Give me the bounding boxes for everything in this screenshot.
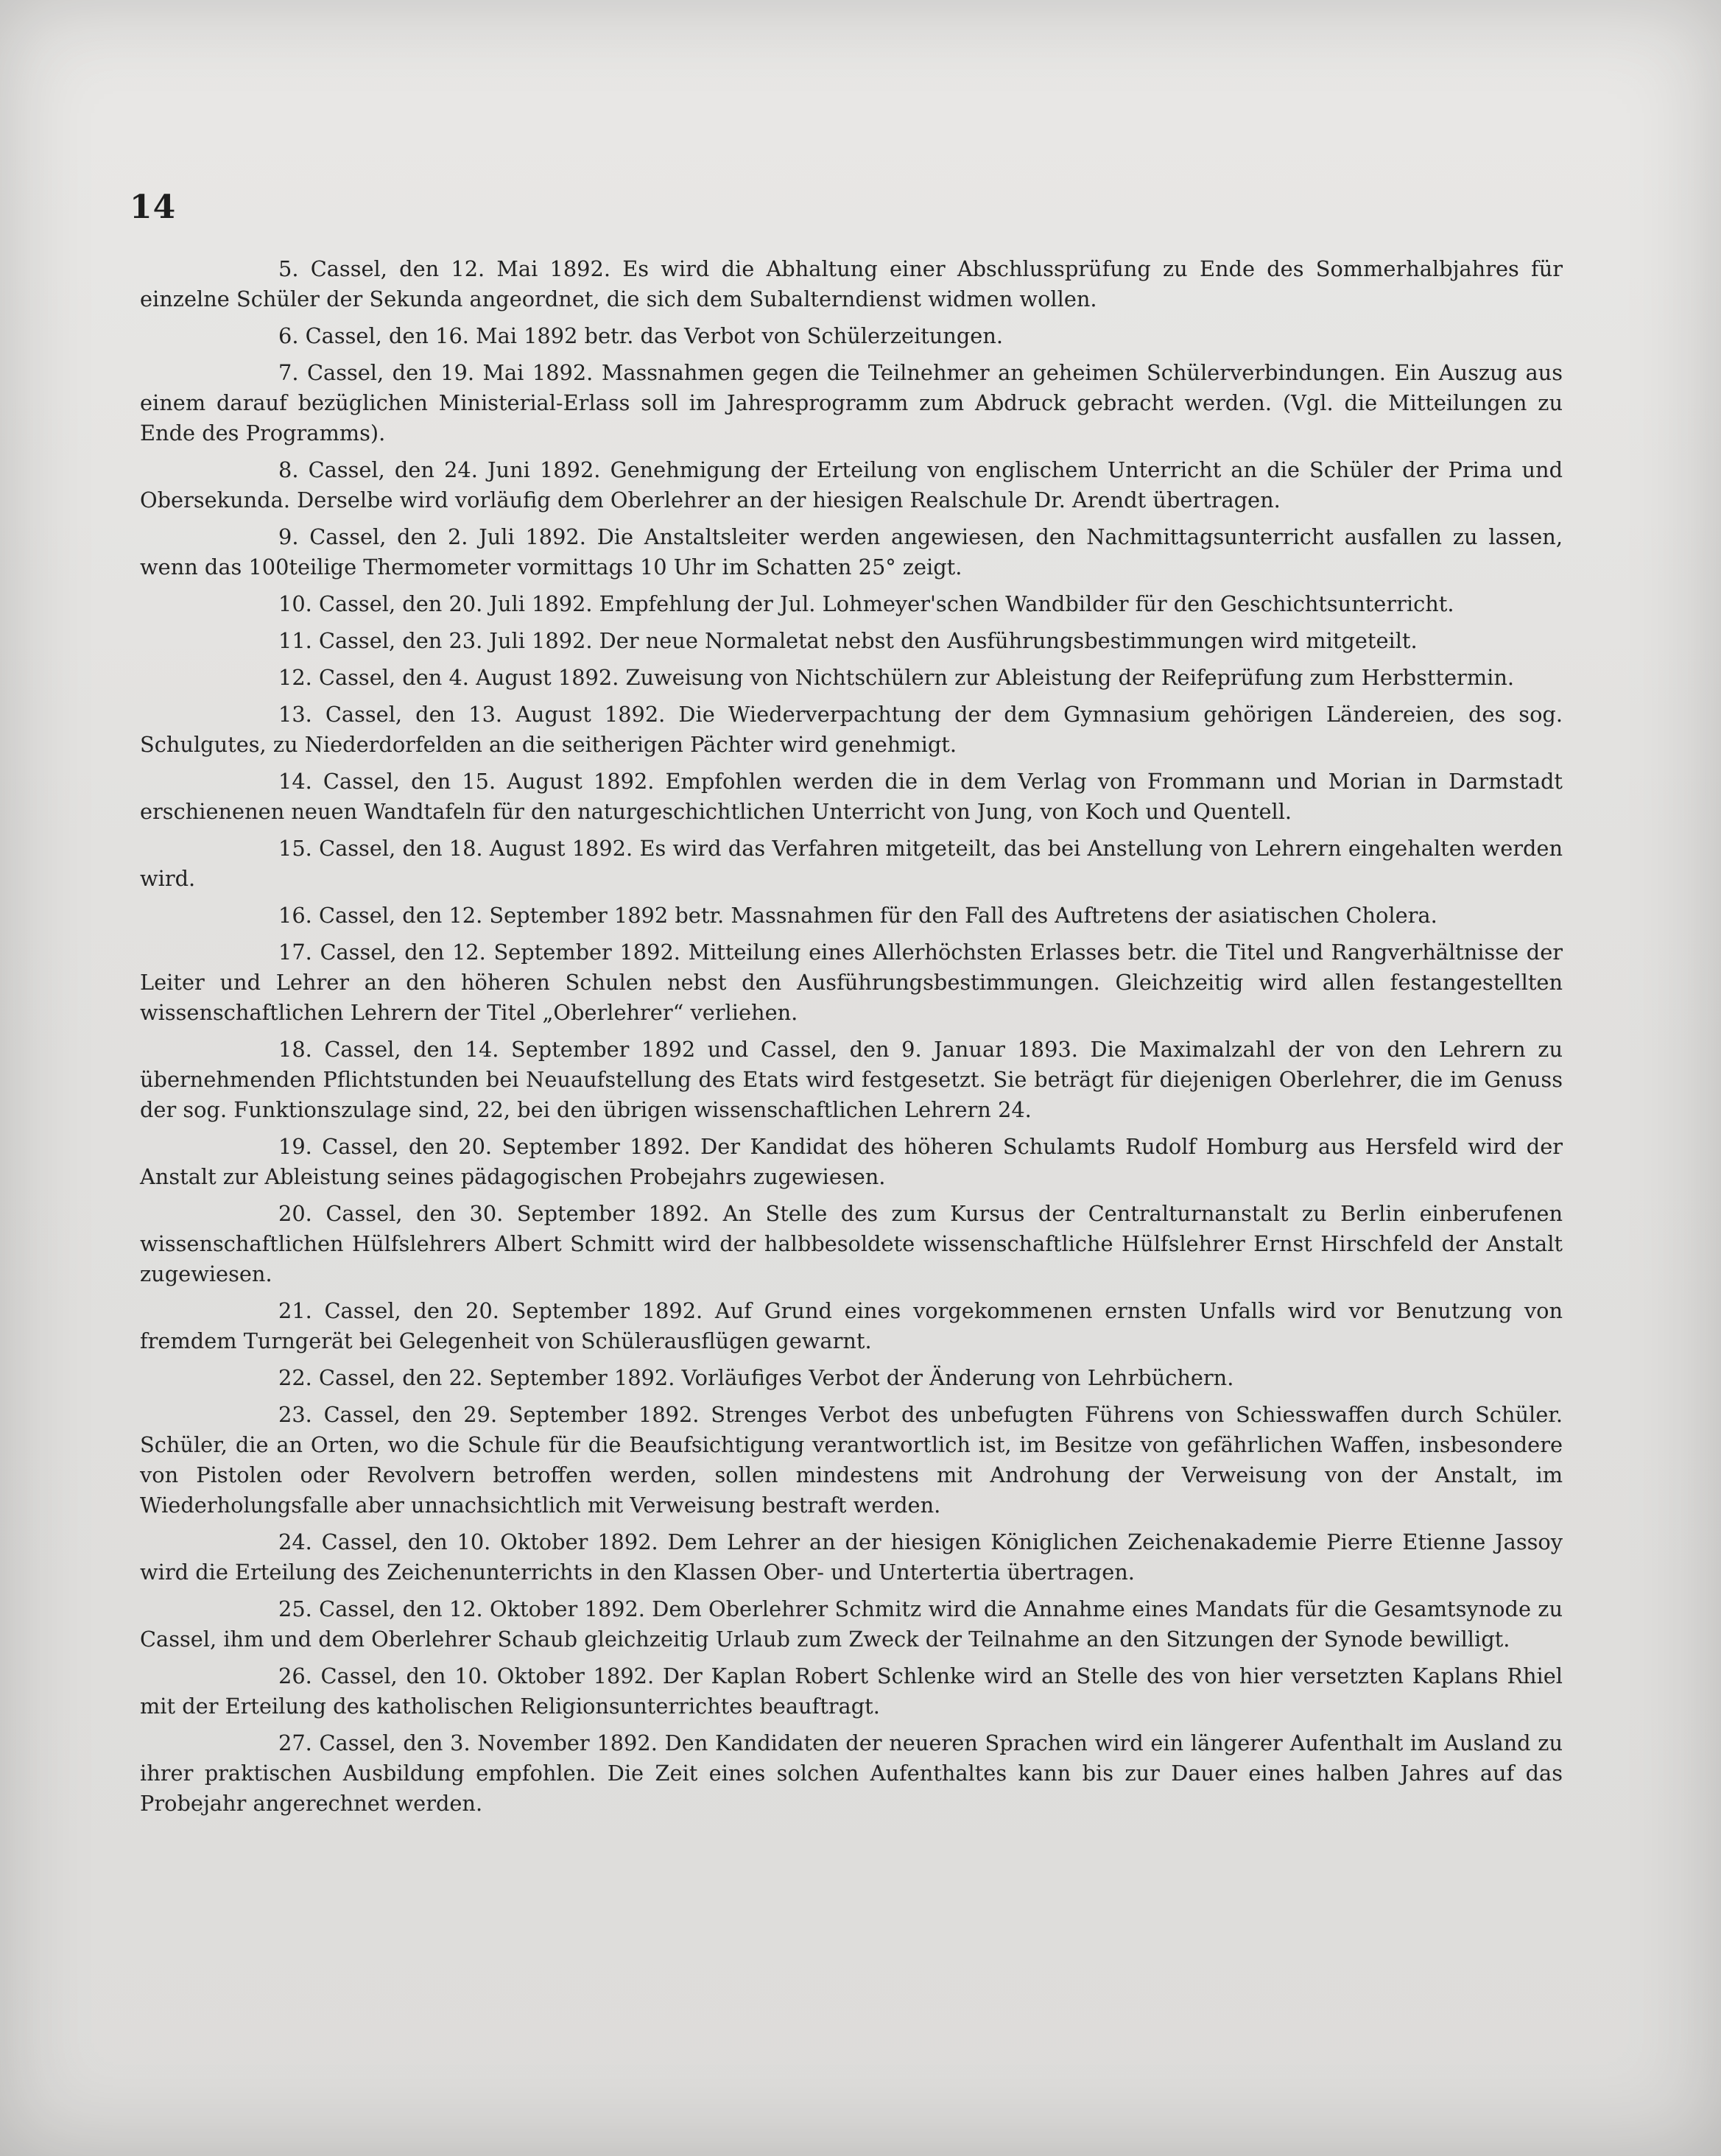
entry-number: 23. [278, 1402, 312, 1427]
decree-entry [140, 901, 1563, 931]
entry-date: Cassel, den 16. Mai 1892 [305, 323, 578, 348]
entry-date: Cassel, den 12. September 1892. [320, 940, 680, 965]
entry-date: Cassel, den 19. Mai 1892. [307, 360, 594, 385]
entry-text: Dem Oberlehrer Schmitz wird die Annahme eines Mandats für die Gesamtsynode zu Cassel, ihm und dem Oberlehrer Schaub gleichzeitig Urlaub zum Zweck der Teilnahme an den Sitzungen der Synode bewilligt. [140, 1596, 1563, 1652]
decree-entry [140, 1661, 1563, 1722]
entry-number: 15. [278, 836, 312, 861]
entry-text: Massnahmen gegen die Teilnehmer an geheimen Schülerverbindungen. Ein Auszug aus einem darauf bezüglichen Ministerial-Erlass soll im Jahresprogramm zum Abdruck gebracht werden. (Vgl. die Mitteilungen zu Ende des Programms). [140, 360, 1563, 445]
decree-entry [140, 767, 1563, 827]
entry-number: 20. [278, 1201, 312, 1226]
entry-date: Cassel, den 29. September 1892. [323, 1402, 700, 1427]
entry-date: Cassel, den 13. August 1892. [325, 702, 666, 727]
decree-entry [140, 589, 1563, 619]
decree-entry [140, 1296, 1563, 1356]
entry-number: 17. [278, 940, 312, 965]
entry-text: Genehmigung der Erteilung von englischem Unterricht an die Schüler der Prima und Obersekunda. Derselbe wird vorläufig dem Oberlehrer an der hiesigen Realschule Dr. Arendt übertragen. [140, 457, 1563, 512]
decree-entry [140, 834, 1563, 894]
decree-entry [140, 626, 1563, 656]
entry-date: Cassel, den 22. September 1892. [318, 1365, 675, 1390]
entry-number: 13. [278, 702, 312, 727]
decree-list [140, 254, 1563, 1825]
entry-text: Vorläufiges Verbot der Änderung von Lehrbüchern. [681, 1365, 1234, 1390]
page-number: 14 [130, 189, 177, 226]
decree-entry [140, 1132, 1563, 1192]
entry-number: 7. [278, 360, 299, 385]
entry-number: 11. [278, 628, 312, 653]
entry-number: 18. [278, 1037, 312, 1062]
entry-text: Die Maximalzahl der von den Lehrern zu übernehmenden Pflichtstunden bei Neuaufstellung des Etats wird festgesetzt. Sie beträgt für diejenigen Oberlehrer, die im Genuss der sog. Funktionszulage sind, 22, bei den übrigen wissenschaftlichen Lehrern 24. [140, 1037, 1563, 1122]
entry-date: Cassel, den 10. Oktober 1892. [320, 1663, 655, 1688]
entry-number: 24. [278, 1529, 312, 1554]
entry-date: Cassel, den 12. Oktober 1892. [319, 1596, 645, 1621]
entry-date: Cassel, den 20. Juli 1892. [318, 591, 593, 616]
entry-text: Der Kandidat des höheren Schulamts Rudolf Homburg aus Hersfeld wird der Anstalt zur Ableistung seines pädagogischen Probejahrs zugewiesen. [140, 1134, 1563, 1189]
entry-number: 8. [278, 457, 299, 482]
entry-number: 22. [278, 1365, 312, 1390]
entry-text: Die Anstaltsleiter werden angewiesen, den Nachmittagsunterricht ausfallen zu lassen, wenn das 100teilige Thermometer vormittags 10 Uhr im Schatten 25° zeigt. [140, 524, 1563, 579]
entry-date: Cassel, den 15. August 1892. [323, 769, 655, 794]
entry-number: 6. [278, 323, 299, 348]
entry-date: Cassel, den 20. September 1892. [324, 1298, 703, 1323]
entry-number: 16. [278, 903, 312, 928]
entry-text: Empfehlung der Jul. Lohmeyer'schen Wandbilder für den Geschichtsunterricht. [599, 591, 1454, 616]
entry-number: 27. [278, 1730, 312, 1755]
decree-entry [140, 1363, 1563, 1393]
entry-date: Cassel, den 14. September 1892 und Cassel, den 9. Januar 1893. [324, 1037, 1078, 1062]
decree-entry [140, 700, 1563, 760]
entry-number: 21. [278, 1298, 312, 1323]
entry-date: Cassel, den 10. Oktober 1892. [321, 1529, 658, 1554]
entry-text: Den Kandidaten der neueren Sprachen wird ein längerer Aufenthalt im Ausland zu ihrer praktischen Ausbildung empfohlen. Die Zeit eines solchen Aufenthaltes kann bis zur Dauer eines halben Jahres auf das Probejahr angerechnet werden. [140, 1730, 1563, 1816]
entry-text: Der neue Normaletat nebst den Ausführungsbestimmungen wird mitgeteilt. [599, 628, 1418, 653]
decree-entry [140, 1527, 1563, 1588]
decree-entry [140, 937, 1563, 1028]
entry-number: 14. [278, 769, 312, 794]
decree-entry [140, 1400, 1563, 1521]
entry-text: Auf Grund eines vorgekommenen ernsten Unfalls wird vor Benutzung von fremdem Turngerät bei Gelegenheit von Schülerausflügen gewarnt. [140, 1298, 1563, 1353]
entry-date: Cassel, den 2. Juli 1892. [309, 524, 586, 549]
entry-text: Zuweisung von Nichtschülern zur Ableistung der Reifeprüfung zum Herbsttermin. [625, 665, 1515, 690]
decree-entry [140, 1594, 1563, 1655]
entry-number: 5. [278, 256, 299, 281]
decree-entry [140, 254, 1563, 314]
entry-text: Es wird die Abhaltung einer Abschlussprüfung zu Ende des Sommerhalbjahres für einzelne Schüler der Sekunda angeordnet, die sich dem Subalterndienst widmen wollen. [140, 256, 1563, 311]
entry-number: 26. [278, 1663, 312, 1688]
decree-entry [140, 321, 1563, 351]
entry-text: betr. Massnahmen für den Fall des Auftretens der asiatischen Cholera. [675, 903, 1437, 928]
decree-entry [140, 522, 1563, 582]
entry-date: Cassel, den 4. August 1892. [318, 665, 619, 690]
decree-entry [140, 455, 1563, 515]
entry-date: Cassel, den 20. September 1892. [322, 1134, 691, 1159]
entry-text: Empfohlen werden die in dem Verlag von Frommann und Morian in Darmstadt erschienenen neuen Wandtafeln für den naturgeschichtlichen Unterricht von Jung, von Koch und Quentell. [140, 769, 1563, 824]
entry-number: 12. [278, 665, 312, 690]
entry-date: Cassel, den 12. September 1892 [318, 903, 669, 928]
entry-date: Cassel, den 24. Juni 1892. [308, 457, 601, 482]
entry-number: 25. [278, 1596, 312, 1621]
entry-text: Dem Lehrer an der hiesigen Königlichen Zeichenakademie Pierre Etienne Jassoy wird die Erteilung des Zeichenunterrichts in den Klassen Ober- und Untertertia übertragen. [140, 1529, 1563, 1585]
entry-text: Es wird das Verfahren mitgeteilt, das bei Anstellung von Lehrern eingehalten werden wird. [140, 836, 1563, 891]
decree-entry [140, 1199, 1563, 1289]
entry-date: Cassel, den 3. November 1892. [319, 1730, 658, 1755]
decree-entry [140, 358, 1563, 448]
entry-date: Cassel, den 12. Mai 1892. [310, 256, 610, 281]
entry-text: Mitteilung eines Allerhöchsten Erlasses betr. die Titel und Rangverhältnisse der Leiter und Lehrer an den höheren Schulen nebst den Ausführungsbestimmungen. Gleichzeitig wird allen festangestellten wissenschaftlichen Lehrern der Titel „Oberlehrer“ verliehen. [140, 940, 1563, 1025]
entry-number: 10. [278, 591, 312, 616]
decree-entry [140, 1728, 1563, 1819]
entry-text: Strenges Verbot des unbefugten Führens von Schiesswaffen durch Schüler. Schüler, die an Orten, wo die Schule für die Beaufsichtigung verantwortlich ist, im Besitze von gefährlichen Waffen, insbesondere von Pistolen oder Revolvern betroffen werden, sollen mindestens mit Androhung der Verweisung von der Anstalt, im Wiederholungsfalle aber unnachsichtlich mit Verweisung bestraft werden. [140, 1402, 1563, 1518]
decree-entry [140, 1035, 1563, 1125]
entry-text: Der Kaplan Robert Schlenke wird an Stelle des von hier versetzten Kaplans Rhiel mit der Erteilung des katholischen Religionsunterrichtes beauftragt. [140, 1663, 1563, 1719]
entry-date: Cassel, den 23. Juli 1892. [318, 628, 593, 653]
entry-date: Cassel, den 18. August 1892. [319, 836, 633, 861]
decree-entry [140, 663, 1563, 693]
entry-number: 9. [278, 524, 299, 549]
entry-text: Die Wiederverpachtung der dem Gymnasium gehörigen Ländereien, des sog. Schulgutes, zu Niederdorfelden an die seitherigen Pächter wird genehmigt. [140, 702, 1563, 757]
entry-number: 19. [278, 1134, 312, 1159]
entry-text: betr. das Verbot von Schülerzeitungen. [584, 323, 1004, 348]
entry-date: Cassel, den 30. September 1892. [325, 1201, 710, 1226]
entry-text: An Stelle des zum Kursus der Centralturnanstalt zu Berlin einberufenen wissenschaftlichen Hülfslehrers Albert Schmitt wird der halbbesoldete wissenschaftliche Hülfslehrer Ernst Hirschfeld der Anstalt zugewiesen. [140, 1201, 1563, 1286]
